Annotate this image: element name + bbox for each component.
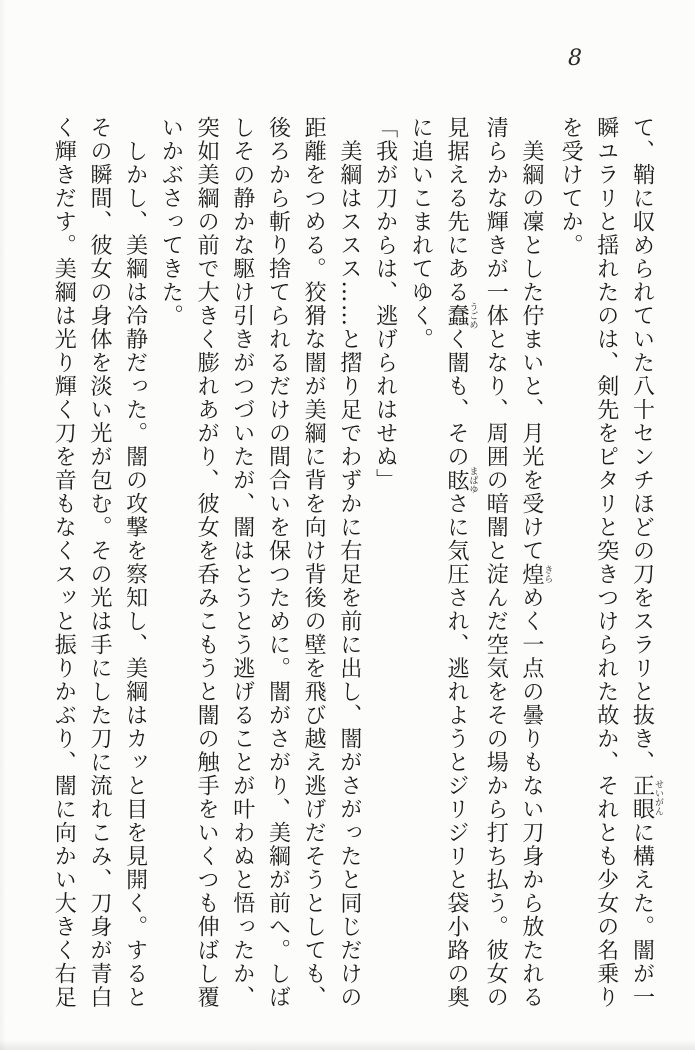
text-column [588, 116, 624, 1016]
ruby-base: 眩 [443, 466, 469, 494]
text-column [477, 116, 513, 1016]
text-run: を受けてか。 [558, 116, 584, 257]
text-column [331, 116, 367, 1016]
text-run: 瞬ユラリと揺れたのは、剣先をピタリと突きつけられた故か、それとも少女の名乗り [593, 116, 619, 1009]
ruby-annotated-word [443, 466, 478, 494]
ruby-furigana: きら [542, 562, 553, 586]
text-column [513, 116, 552, 1016]
text-run: く輝きだす。美綱は光り輝く刀を音もなくスッと振りかぶり、闇に向かい大きく右足 [51, 116, 77, 1009]
ruby-base: 正眼 [629, 774, 655, 821]
text-column [81, 116, 117, 1016]
text-column [46, 116, 82, 1016]
text-column [295, 116, 331, 1016]
text-column [403, 116, 439, 1016]
text-column [117, 116, 153, 1016]
ruby-furigana: うごめ [467, 302, 478, 330]
text-run: に追いこまれてゆく。 [408, 116, 434, 351]
text-run: く闇も、その [443, 327, 469, 469]
ruby-base: 煌 [518, 562, 544, 586]
text-column [552, 116, 588, 1016]
ruby-furigana: せいがん [653, 774, 663, 821]
text-run: 美綱の凜とした佇まいと、月光を受けて [518, 116, 544, 563]
page-number: 8 [568, 46, 582, 71]
text-column [367, 116, 403, 1016]
scan-edge-left [0, 0, 6, 1050]
text-run: しその静かな駆け引きがつづいたが、闇はとうとう逃げることが叶わぬと悟ったか、 [229, 116, 255, 1009]
ruby-base: 蠢 [443, 302, 469, 330]
text-run: さに気圧され、逃れようとジリジリと袋小路の奥 [443, 492, 469, 1009]
text-column [438, 116, 477, 1016]
text-run: いかぶさってきた。 [158, 116, 184, 328]
text-run: に構えた。闇が一 [629, 821, 655, 1009]
text-column [188, 116, 224, 1016]
ruby-annotated-word [443, 302, 478, 330]
text-run: 突如美綱の前で大きく膨れあがり、彼女を呑みこもうと闇の触手をいくつも伸ばし覆 [194, 116, 220, 1009]
text-run: 距離をつめる。狡猾な闇が美綱に背を向け背後の壁を飛び越え逃げだそうとしても、 [301, 116, 327, 1009]
text-run: 美綱はススス……と摺り足でわずかに右足を前に出し、闇がさがったと同じだけの [336, 116, 362, 1009]
text-column [153, 116, 189, 1016]
ruby-furigana: まばゆ [467, 466, 478, 494]
vertical-text-block [46, 116, 663, 1016]
text-run: しかし、美綱は冷静だった。闇の攻撃を察知し、美綱はカッと目を見開く。すると [122, 116, 148, 1009]
text-column [624, 116, 663, 1016]
text-run: て、鞘に収められていた八十センチほどの刀をスラリと抜き、 [629, 116, 655, 774]
text-column [260, 116, 296, 1016]
text-run: 清らかな輝きが一体となり、周囲の暗闇と淀んだ空気をその場から打ち払う。彼女の [483, 116, 509, 1009]
text-run: 見据える先にある [443, 116, 469, 304]
ruby-annotated-word [629, 774, 663, 821]
text-run: 「我が刀からは、逃げられはせぬ」 [372, 116, 398, 492]
ruby-annotated-word [518, 562, 553, 587]
text-run: 後ろから斬り捨てられるだけの間合いを保つために。闇がさがり、美綱が前へ。しば [265, 116, 291, 1009]
scan-edge-bottom [0, 1040, 695, 1050]
text-column [224, 116, 260, 1016]
text-run: その瞬間、彼女の身体を淡い光が包む。その光は手にした刀に流れこみ、刀身が青白 [86, 116, 112, 1009]
text-run: めく一点の曇りもない刀身から放たれる [518, 586, 544, 1009]
